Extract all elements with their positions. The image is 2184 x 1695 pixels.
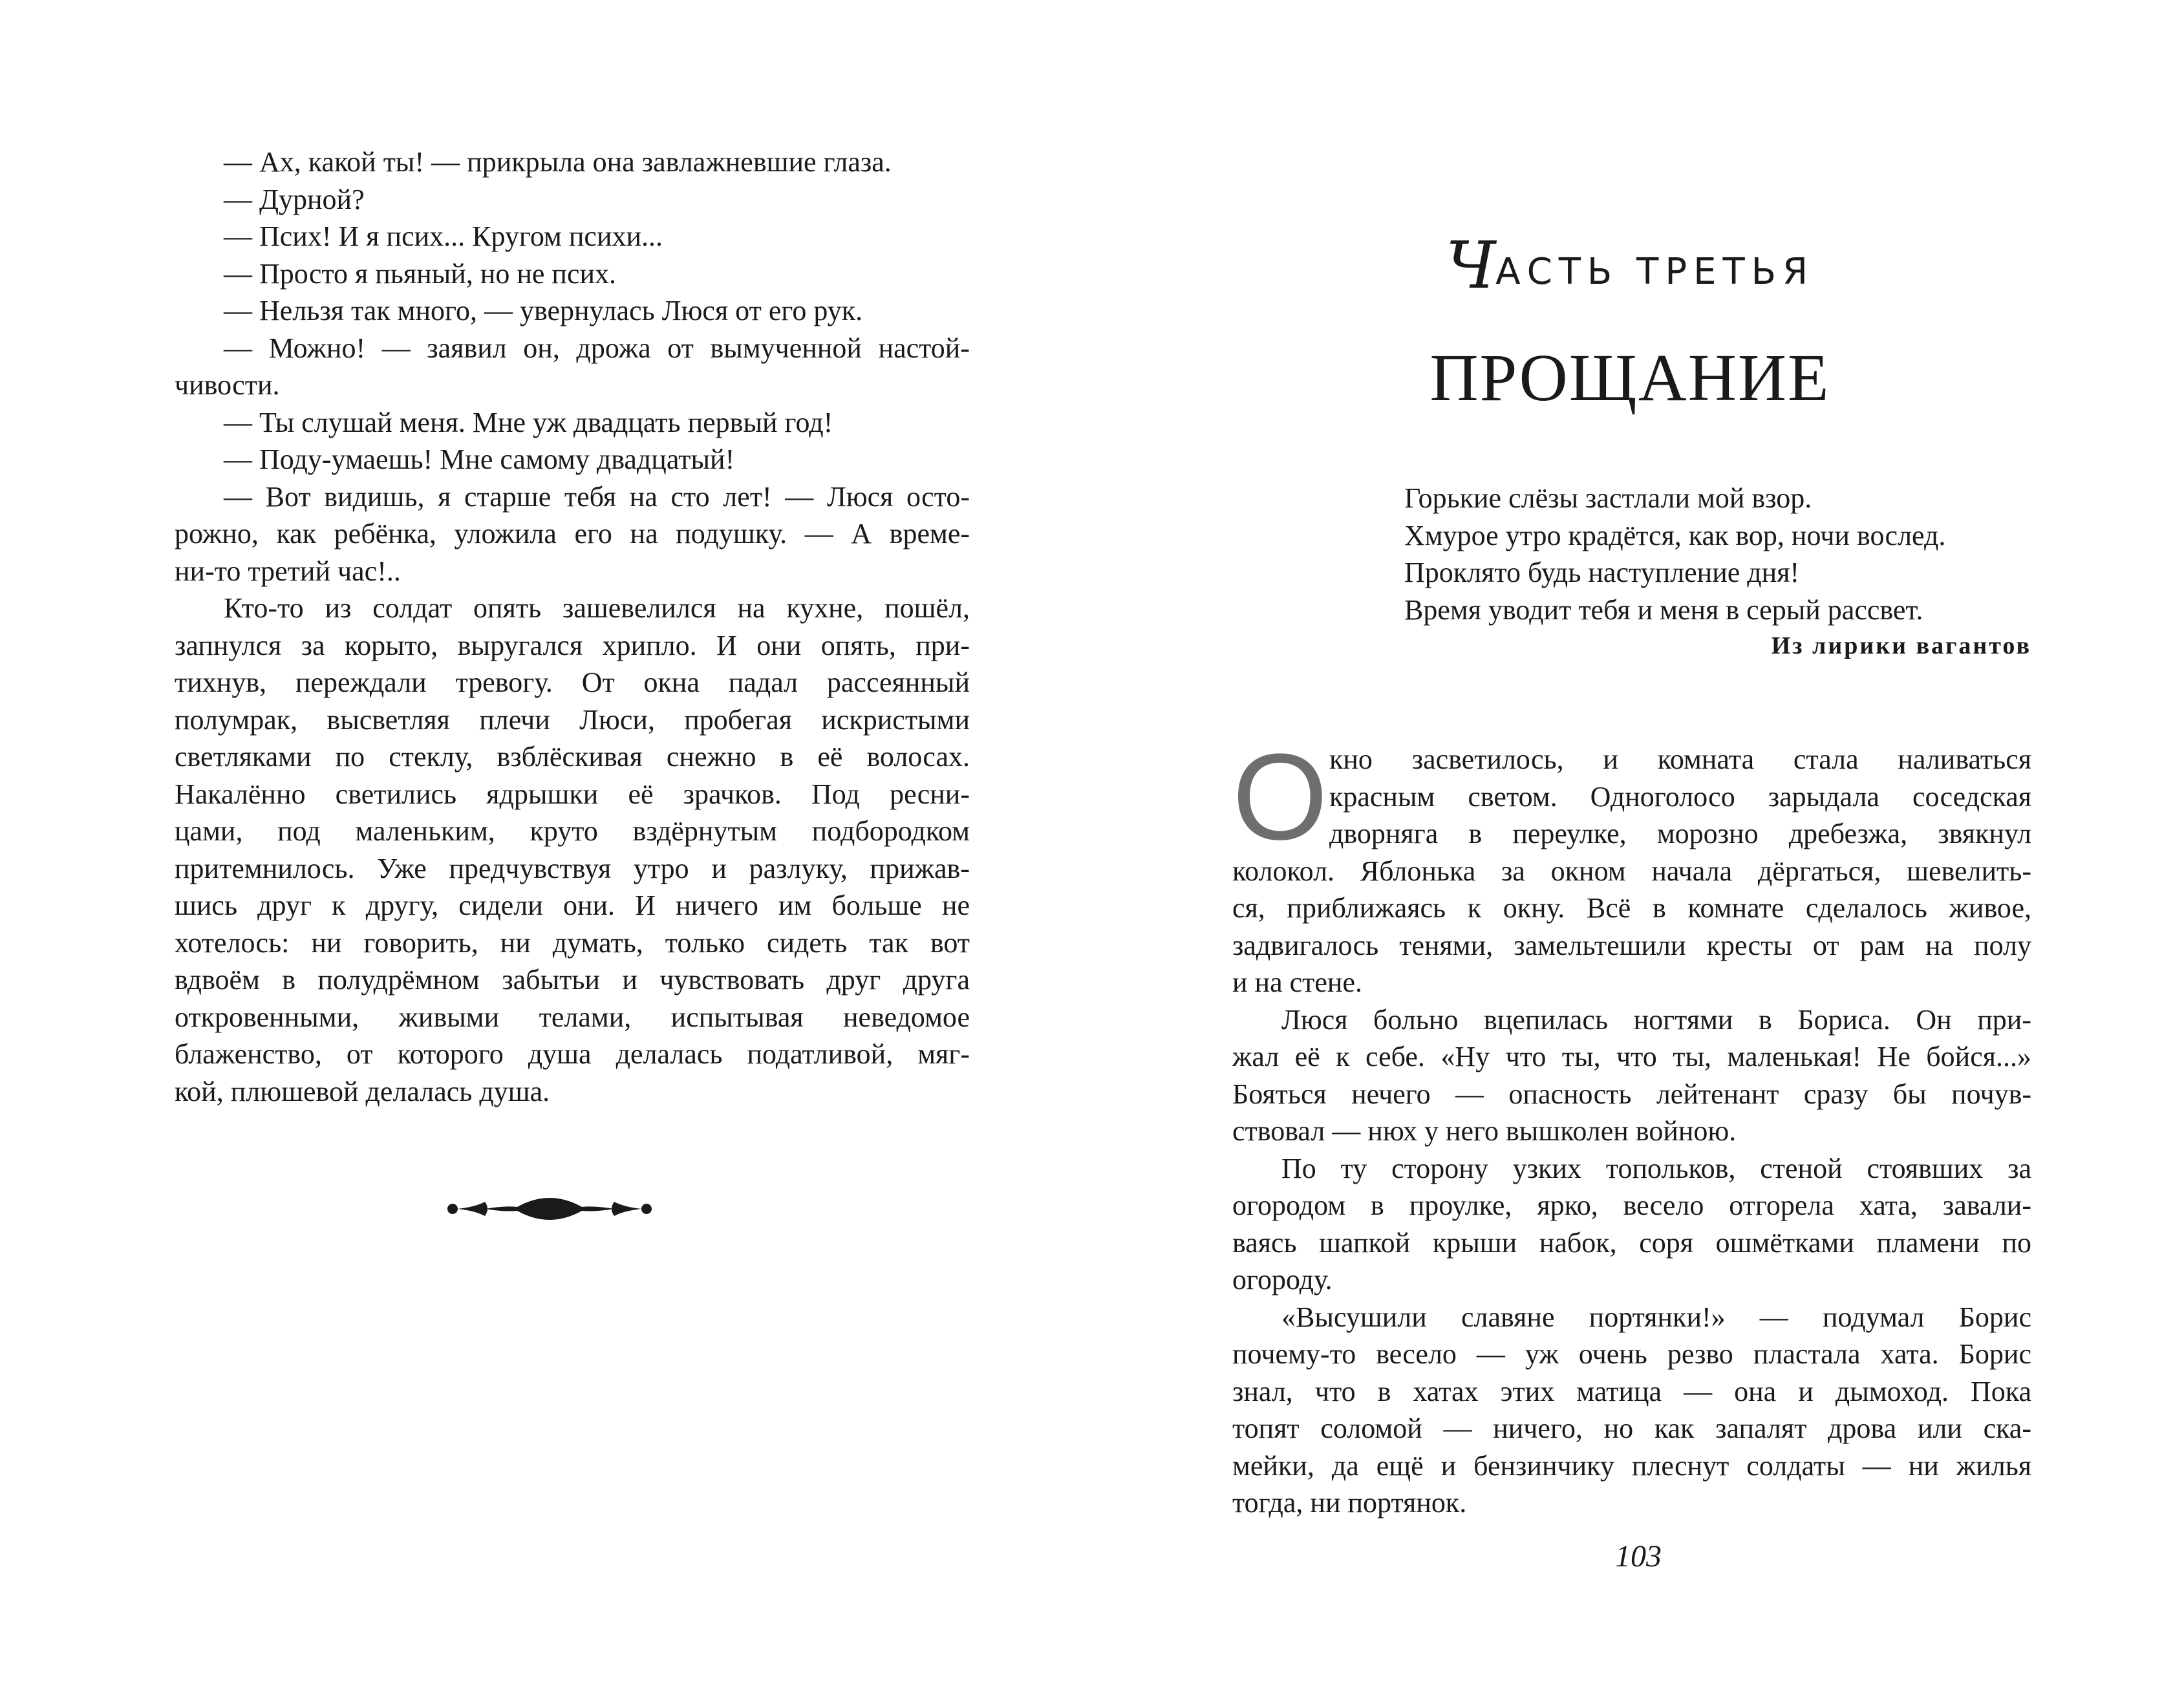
text-line: кой, плюшевой делалась душа. (175, 1075, 550, 1107)
text-line: «Высушили славяне портянки!» — подумал Борис (1281, 1301, 2031, 1333)
part-label (1232, 228, 2028, 303)
text-line: почему-то весело — уж очень резво пластала хата. Борис (1232, 1338, 2031, 1370)
epigraph (1404, 480, 2031, 662)
text-line: ни-то третий час!.. (175, 555, 401, 587)
page-number: 103 (1615, 1539, 1662, 1573)
text-line: цами, под маленьким, круто вздёрнутым подбородком (175, 815, 970, 847)
left-page-text (175, 144, 970, 1110)
text-line: огородом в проулке, ярко, весело отгорела хата, завали- (1232, 1189, 2031, 1221)
text-line: тогда, ни портянок. (1232, 1487, 1467, 1519)
text-line: — Ты слушай меня. Мне уж двадцать первый год! (224, 406, 833, 438)
text-line: блаженство, от которого душа делалась податливой, мяг- (175, 1038, 970, 1070)
epigraph-line: Время уводит тебя и меня в серый рассвет. (1404, 593, 1923, 626)
text-line: и на стене. (1232, 966, 1362, 998)
text-line: ваясь шапкой крыши набок, соря ошмётками пламени по (1232, 1226, 2031, 1259)
drop-cap: О (1232, 729, 1328, 866)
text-line: знал, что в хатах этих матица — она и дымоход. Пока (1232, 1375, 2031, 1407)
text-line: — Ах, какой ты! — прикрыла она завлажневшие глаза. (224, 146, 892, 178)
text-line: — Нельзя так много, — увернулась Люся от его рук. (224, 295, 863, 326)
text-line: красным светом. Одноголосо зарыдала соседская (1329, 780, 2031, 813)
text-line: По ту сторону узких топольков, стеной стоявших за (1281, 1152, 2031, 1184)
part-label-rest: АСТЬ ТРЕТЬЯ (1495, 251, 1815, 293)
text-line: притемнилось. Уже предчувствуя утро и разлуку, прижав- (175, 852, 970, 884)
text-line: кно засветилось, и комната стала наливаться (1329, 743, 2031, 775)
epigraph-line: Горькие слёзы застлали мой взор. (1404, 482, 1812, 514)
text-line: дворняга в переулке, морозно дребезжа, звякнул (1329, 818, 2031, 849)
epigraph-line: Проклято будь наступление дня! (1404, 557, 1800, 588)
text-line: полумрак, высветляя плечи Люси, пробегая искристыми (175, 703, 970, 736)
text-line: запнулся за корыто, выругался хрипло. И они опять, при- (175, 629, 970, 661)
text-line: жал её к себе. «Ну что ты, что ты, маленькая! Не бойся...» (1232, 1041, 2031, 1072)
text-line: — Дурной? (224, 183, 365, 215)
text-line: тихнув, переждали тревогу. От окна падал рассеянный (175, 666, 970, 698)
part-label-initial: Ч (1445, 228, 1496, 303)
text-line: задвигалось тенями, замельтешили кресты от рам на полу (1232, 929, 2031, 961)
text-line: вдвоём в полудрёмном забытьи и чувствовать друг друга (175, 964, 970, 996)
text-line: светляками по стеклу, взблёскивая снежно в её волосах. (175, 741, 970, 773)
chapter-title: ПРОЩАНИЕ (1429, 341, 1830, 415)
text-line: — Вот видишь, я старше тебя на сто лет! — Люся осто- (224, 480, 970, 513)
text-line: мейки, да ещё и бензинчику плеснут солдаты — ни жилья (1232, 1449, 2031, 1482)
text-line: Люся больно вцепилась ногтями в Бориса. Он при- (1281, 1003, 2031, 1036)
text-line: Бояться нечего — опасность лейтенант сразу бы почув- (1232, 1078, 2031, 1110)
text-line: рожно, как ребёнка, уложила его на подушку. — А време- (175, 518, 970, 549)
text-line: — Можно! — заявил он, дрожа от вымученной настой- (224, 332, 970, 364)
text-line: Кто-то из солдат опять зашевелился на кухне, пошёл, (224, 592, 970, 624)
text-line: хотелось: ни говорить, ни думать, только сидеть так вот (175, 926, 970, 959)
text-line: топят соломой — ничего, но как запалят дрова или ска- (1232, 1412, 2031, 1444)
text-line: — Поду-умаешь! Мне самому двадцатый! (224, 443, 735, 475)
text-line: откровенными, живыми телами, испытывая неведомое (175, 1001, 970, 1033)
text-line: ствовал — нюх у него вышколен войною. (1232, 1115, 1737, 1147)
epigraph-source: Из лирики вагантов (1771, 632, 2031, 659)
text-line: — Псих! И я псих... Кругом психи... (224, 220, 663, 252)
ornament-divider (446, 1193, 653, 1225)
text-line: Накалённо светились ядрышки её зрачков. Под ресни- (175, 778, 970, 810)
text-line: — Просто я пьяный, но не псих. (224, 257, 617, 290)
text-line: огороду. (1232, 1264, 1333, 1295)
text-line: колокол. Яблонька за окном начала дёргаться, шевелить- (1232, 855, 2031, 887)
text-line: чивости. (175, 369, 280, 401)
epigraph-line: Хмурое утро крадётся, как вор, ночи вослед. (1404, 519, 1946, 551)
text-line: шись друг к другу, сидели они. И ничего им больше не (175, 890, 970, 921)
text-line: ся, приближаясь к окну. Всё в комнате сделалось живое, (1232, 892, 2031, 924)
right-page-text (1232, 729, 2031, 1522)
